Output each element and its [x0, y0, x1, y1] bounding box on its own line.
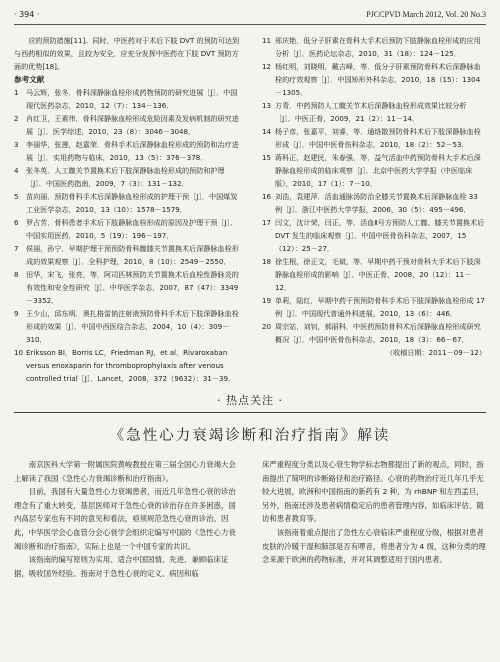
section-label: · 热点关注 ·	[217, 394, 283, 407]
article-body-right	[262, 458, 486, 567]
reference-number: 15	[262, 153, 272, 162]
reference-text: 邢庆艳．低分子肝素在骨科大手术后预防下肢静脉血栓形成的应用分析［J］．医药论坛杂志，2010，31（18）：124－125．	[275, 36, 481, 58]
reference-number: 1	[14, 88, 19, 97]
reference-entry	[14, 138, 240, 164]
article-paragraph: 该指南着重点提出了急性左心衰临床严重程度分级，根据对患者皮肤的冷暖干湿和肺部是否有啰音，将患者分为 4 级，这种分类的理念来源于欧洲的药物标准，并对其调整适用于国内患者。	[262, 527, 486, 565]
reference-text: 蒋科正，赵建民，朱春强，等．益气活血中药预防骨科大手术后深静脉血栓形成的临床观察［J］．北京中医药大学学报（中医临床版），2010，17（1）：7－10．	[275, 153, 481, 188]
reference-text: 侯丽，孙宁．早期护理干预预防骨科髋膝关节置换术后深静脉血栓形成的效果观察［J］．全科护理，2010，8（10）：2549－2550．	[26, 244, 239, 266]
reference-entry	[14, 216, 240, 242]
reference-number: 5	[14, 192, 19, 201]
reference-text: 闫文，沈计荣，闫正，等．活血Ⅱ号方预防人工髋、膝关节置换术后 DVT 发生的临床观察［J］．中国中医骨伤科杂志，2007，15（12）：25－27．	[275, 218, 485, 253]
received-date: （收稿日期：2011－09－12）	[386, 348, 486, 357]
reference-text: 杨红明，刘晓明，戴吉峰，等．低分子肝素预防骨科术后深静脉血栓的疗效观察［J］．中国矫形外科杂志，2010，18（15）：1304－1305．	[275, 62, 481, 97]
reference-number: 6	[14, 218, 19, 227]
reference-number: 11	[262, 36, 272, 45]
reference-text: 肖红卫，王素伟．骨科深静脉血栓形成危险因素及发病机制的研究进展［J］．医学综述，2010，23（8）：3046－3048．	[26, 114, 239, 136]
reference-number: 13	[262, 101, 272, 110]
reference-entry	[262, 99, 486, 125]
reference-text: 罗占芳．骨科患者手术后下肢静脉血栓形成的原因及护理干预［J］．中国实用医药，2010，5（19）：196－197．	[26, 218, 238, 240]
reference-text: Eriksson BI，Borris LC，Friedman RJ，et al．Rivaroxaban versus enoxaparin for thromboprophylaxis after venous controlled trial［J］．Lancet，2008，372（9632）：31－39．	[26, 348, 236, 383]
reference-text: 单莉，陆红．早期中药干预预防骨科手术后下肢深静脉血栓形成 17 例［J］．中国现代普通外科进展，2010，13（6）：446．	[275, 296, 485, 318]
article-paragraph: 床严重程度分类以及心衰生物学标志物都提出了新的观点，同时，指南提出了简明的诊断路径和治疗路径。心衰的药物治疗近几年几乎无较大进展，欧洲和中国指南的新药有 2 种，为 rhBNP 和左西孟旦，另外，指南还涉及患者病情稳定后的患者管理内容，如临床评估、随访和患者教育等。	[262, 460, 484, 524]
reference-entry	[14, 112, 240, 138]
reference-number: 2	[14, 114, 19, 123]
reference-entry	[14, 86, 240, 112]
left-reference-column	[14, 34, 240, 385]
reference-text: 李丽华，张莲，赵嘉荣．骨科手术后深静脉血栓形成的预防和治疗进展［J］．实用药物与临床，2010，13（5）：376－378．	[26, 140, 239, 162]
article-body-left	[14, 458, 240, 580]
references-heading: 参考文献	[14, 75, 45, 84]
reference-text: 马云辉，张冬．骨科深静脉血栓形成药物预防的研究进展［J］．中国现代医药杂志，2010，12（7）：134－136．	[26, 88, 238, 110]
reference-number: 20	[262, 322, 272, 331]
reference-number: 8	[14, 270, 19, 279]
reference-number: 19	[262, 296, 272, 305]
reference-text: 田华，宋飞，张亮，等．阿司匹林预防关节置换术后血栓性静脉炎的有效性和安全性研究［J］．中华医学杂志，2007，87（47）：3349－3352．	[26, 270, 239, 305]
reference-number: 4	[14, 166, 19, 175]
reference-entry	[262, 34, 486, 60]
intro-paragraph: 应的预防措施[11]。同时，中医药对于术后下肢 DVT 的预防可达到与西药相似的效果，且较为安全，应充分发挥中医药在下肢 DVT 预防方面的优势[18]。	[14, 36, 240, 71]
reference-list-right	[262, 34, 486, 346]
reference-list-left	[14, 86, 240, 385]
reference-number: 17	[262, 218, 272, 227]
reference-number: 18	[262, 257, 272, 266]
reference-entry	[262, 125, 486, 151]
reference-entry	[14, 242, 240, 268]
reference-text: 杨子彦，张嘉平，刘睿，等．通络散预防骨科术后下肢深静脉血栓形成［J］．中国中医骨伤科杂志，2010，18（2）：52－53．	[275, 127, 481, 149]
reference-entry	[262, 255, 486, 294]
reference-number: 16	[262, 192, 272, 201]
section-divider	[14, 412, 486, 413]
reference-text: 徐生根，徐正文，毛斌，等．早期中药干预对骨科大手术后下肢深静脉血栓形成的影响［J］．中医正骨，2008，20（12）：11－12．	[275, 257, 481, 292]
reference-entry	[262, 60, 486, 99]
reference-text: 王少山，邱东明．奥扎格雷钠注射液预防骨科手术后下肢深静脉血栓形成的效果［J］．中国中西医结合杂志，2004，10（4）：309－310．	[26, 309, 239, 344]
reference-entry	[262, 320, 486, 346]
page-number: · 394 ·	[14, 10, 40, 19]
reference-entry	[262, 294, 486, 320]
reference-entry	[14, 346, 240, 385]
reference-number: 9	[14, 309, 19, 318]
article-paragraph: 该指南的编写原则为实用、适合中国国情、先进、兼顾临床证据，吸收国外经验。指南对于急性心衰的定义、病因和临	[14, 555, 229, 578]
reference-entry	[262, 190, 486, 216]
reference-entry	[14, 268, 240, 307]
article-paragraph: 目前，我国有大量急性心力衰竭患者，而近几年急性心衰的诊治理念有了重大转变，基层医师对于急性心衰的诊治存在许多困惑，国内高层专家也有不同的意见和看法，亟须规范急性心衰的诊治。因此，中华医学会心血管分会心衰学会组织定编写中国的《急性心力衰竭诊断和治疗指南》，实际上也是一个中国专家的共识。	[14, 487, 236, 551]
reference-text: 刘浩，袁建萍．活血通脉汤防治全膝关节置换术后深静脉血栓 33 例［J］．浙江中医药大学学报，2006，30（5）：495－496．	[275, 192, 478, 214]
right-reference-column	[262, 34, 486, 359]
article-title: 《急性心力衰竭诊断和治疗指南》解读	[109, 428, 391, 444]
reference-number: 10	[14, 348, 24, 357]
reference-number: 3	[14, 140, 19, 149]
reference-entry	[14, 190, 240, 216]
reference-text: 张冬英．人工髋关节置换术后下肢深静脉血栓形成的预防和护理［J］．中国医药指南，2009，7（3）：131－132．	[26, 166, 225, 188]
journal-citation: PJCCPVD March 2012, Vol. 20 No.3	[366, 10, 486, 19]
reference-number: 14	[262, 127, 272, 136]
reference-entry	[14, 307, 240, 346]
reference-text: 周宗站，刘钊，郝丽科．中医药预防骨科术后深静脉血栓形成研究概况［J］．中国中医骨伤科杂志，2010，18（3）：66－67．	[275, 322, 481, 344]
article-paragraph: 南京医科大学第一附属医院黄峻教授在第三届全国心力衰竭大会上解读了我国《急性心力衰竭诊断和治疗指南》。	[14, 460, 236, 483]
reference-text: 苗向丽．预防骨科手术后深静脉血栓形成的护理干预［J］．中国煤炭工业医学杂志，2010，13（10）：1578－1579．	[26, 192, 238, 214]
page-header	[14, 8, 486, 25]
reference-entry	[262, 151, 486, 190]
reference-entry	[262, 216, 486, 255]
reference-entry	[14, 164, 240, 190]
reference-text: 方青．中药预防人工髋关节术后深静脉血栓形成效果比较分析［J］．中医正骨，2009，21（2）：11－14．	[275, 101, 467, 123]
reference-number: 12	[262, 62, 272, 71]
reference-number: 7	[14, 244, 19, 253]
